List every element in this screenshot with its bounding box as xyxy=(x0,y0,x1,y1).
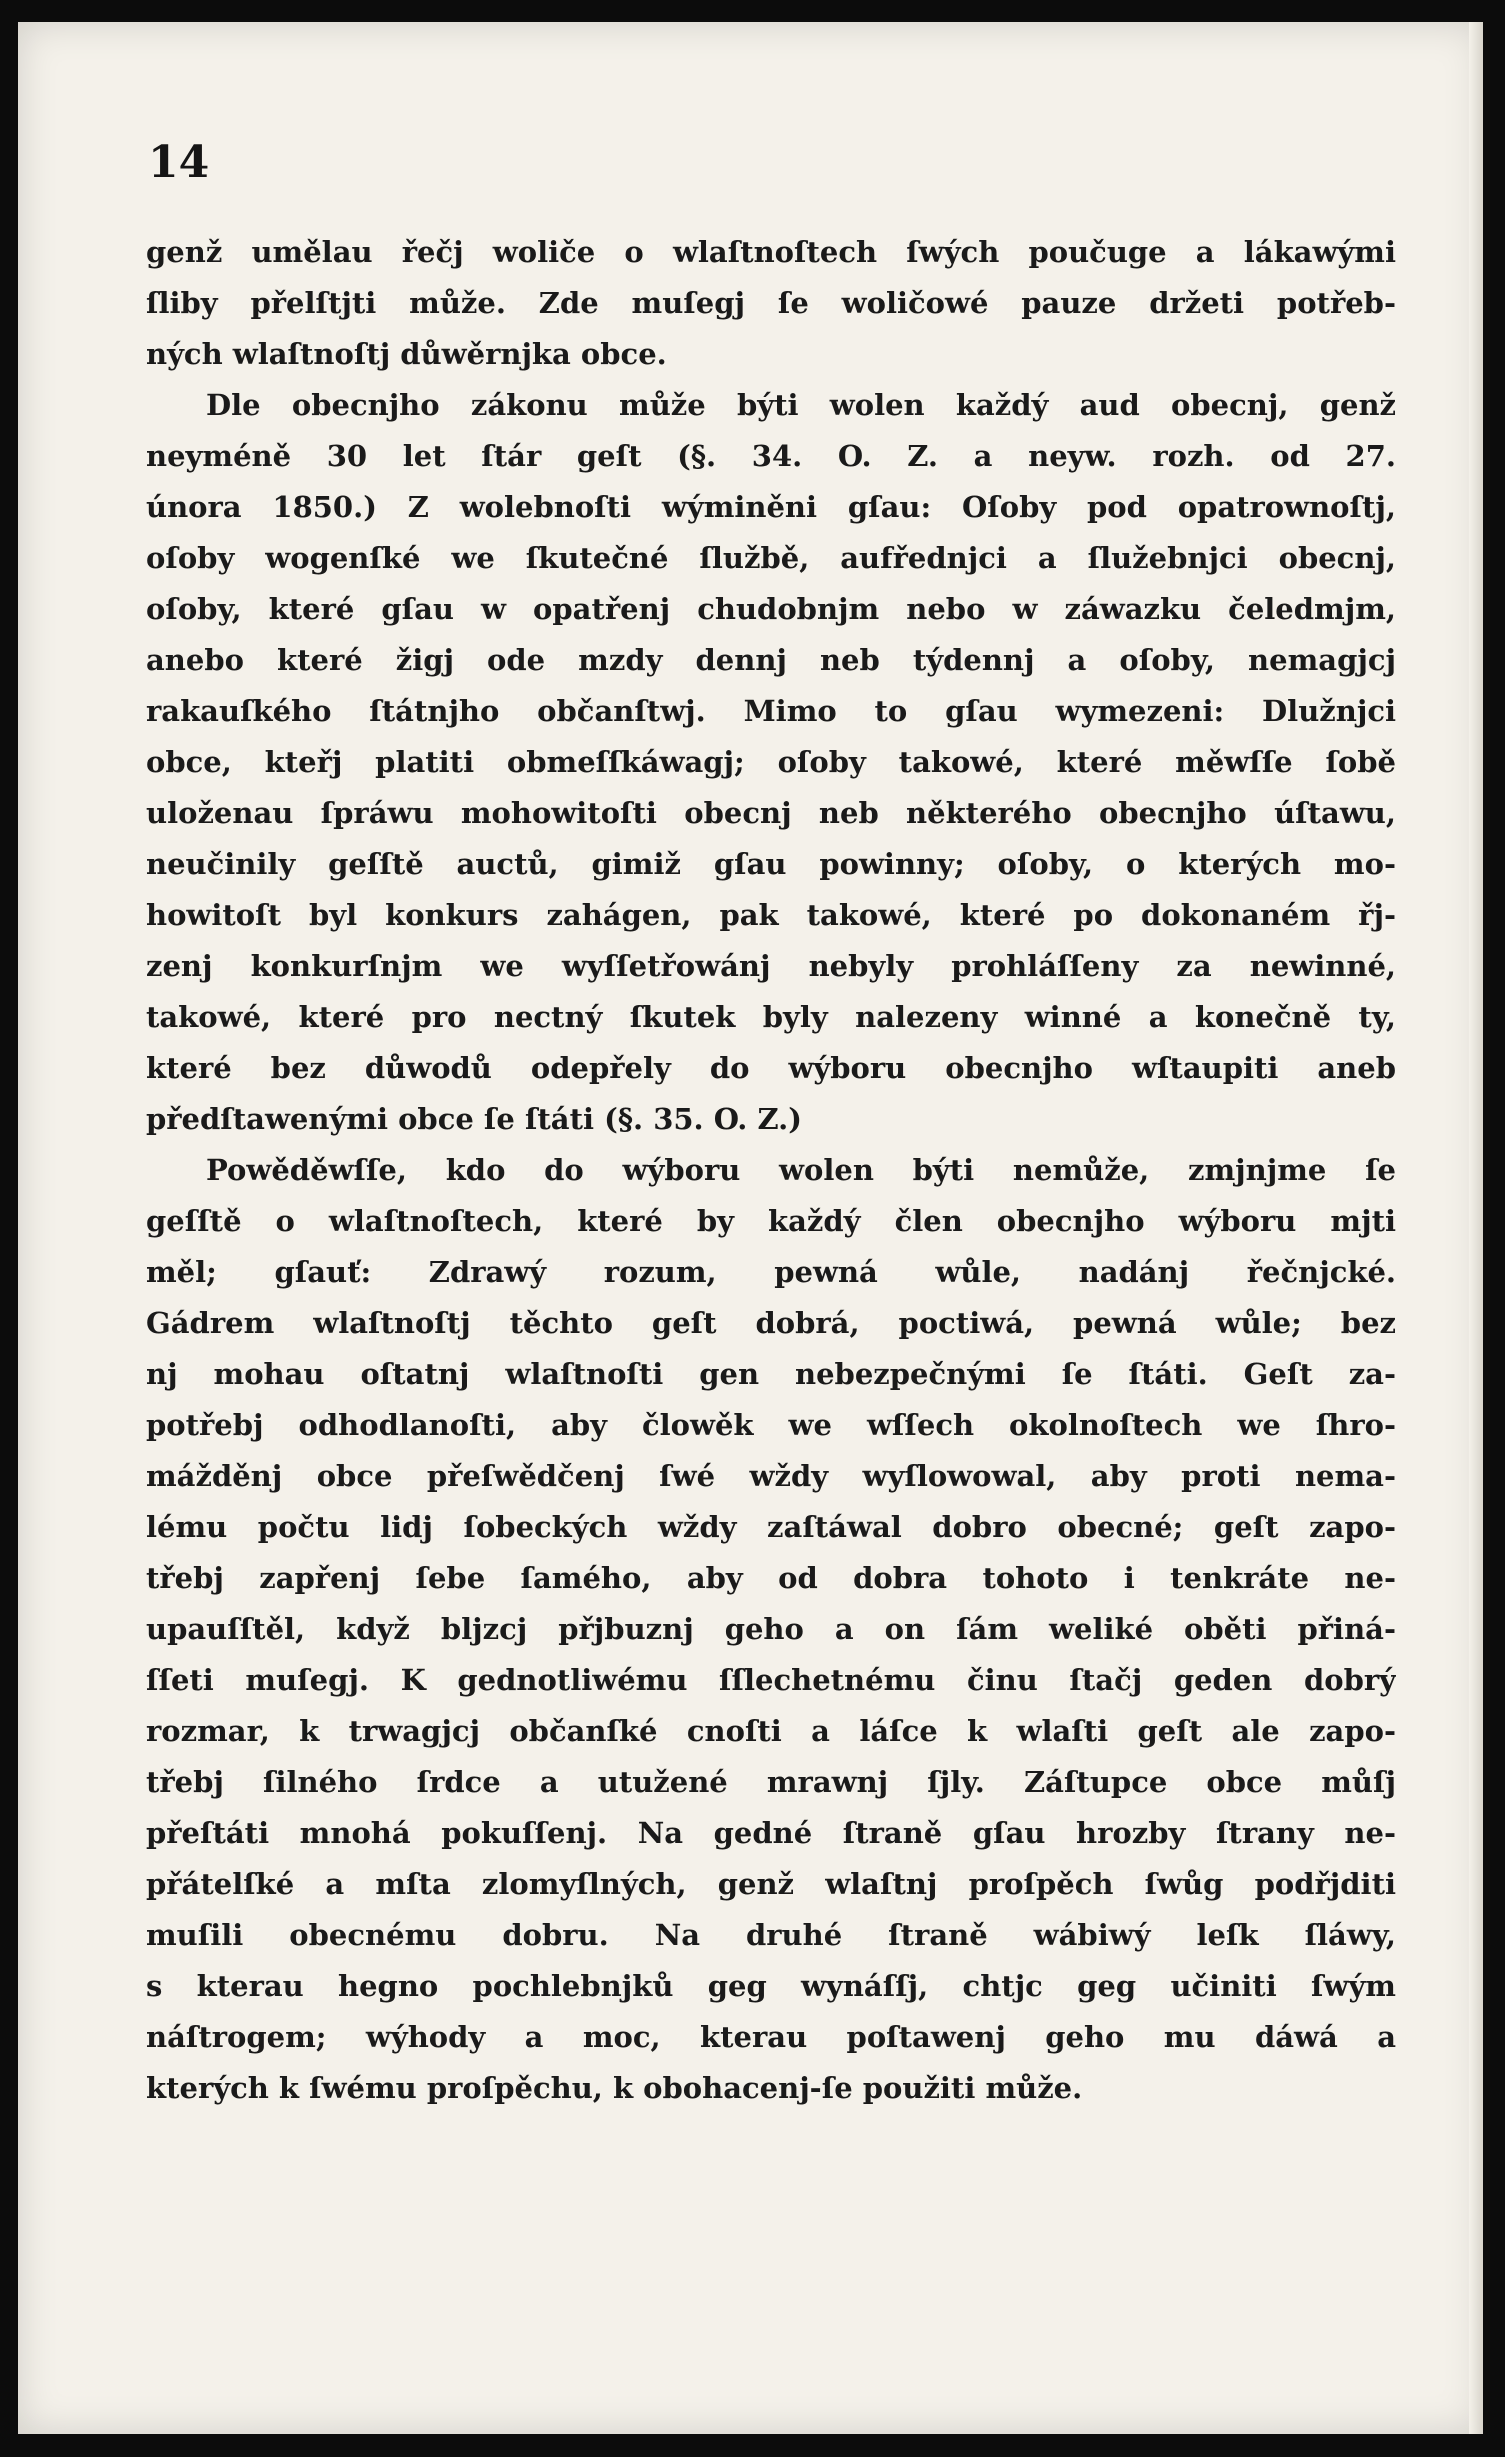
text-line: rozmar, k trwagjcj občanſké cnoſti a láſce k wlaſti geſt ale zapo- xyxy=(146,1714,1396,1748)
text-line: uloženau ſpráwu mohowitoſti obecnj neb některého obecnjho úſtawu, xyxy=(146,796,1396,830)
text-line: náſtrogem; wýhody a moc, kterau poſtawenj geho mu dáwá a xyxy=(146,2020,1396,2054)
text-line: potřebj odhodlanoſti, aby člowěk we wſſech okolnoſtech we ſhro- xyxy=(146,1408,1396,1442)
text-line: února 1850.) Z wolebnoſti wýminěni gſau: Oſoby pod opatrownoſtj, xyxy=(146,490,1396,524)
page-edge xyxy=(1469,22,1483,2434)
page-number: 14 xyxy=(148,137,210,188)
text-line: přátelſké a mſta zlomyſlných, genž wlaſtnj proſpěch ſwůg podřjditi xyxy=(146,1867,1396,1901)
text-line: zenj konkurſnjm we wyſſetřowánj nebyly prohláſſeny za newinné, xyxy=(146,949,1396,983)
text-line: nj mohau oſtatnj wlaſtnoſti gen nebezpečnými ſe ſtáti. Geſt za- xyxy=(146,1357,1396,1391)
text-line: předſtawenými obce ſe ſtáti (§. 35. O. Z.) xyxy=(146,1102,802,1136)
text-line: upauſſtěl, když bljzcj přjbuznj geho a on ſám weliké oběti přiná- xyxy=(146,1612,1396,1646)
text-line: genž umělau řečj woliče o wlaſtnoſtech ſwých poučuge a lákawými xyxy=(146,235,1396,269)
text-line: obce, kteřj platiti obmeſſkáwagj; oſoby takowé, které měwſſe ſobě xyxy=(146,745,1396,779)
text-line: neučinily geſſtě auctů, gimiž gſau powinny; oſoby, o kterých mo- xyxy=(146,847,1396,881)
text-line: ſliby přelſtjti může. Zde muſegj ſe woličowé pauze držeti potřeb- xyxy=(146,286,1396,320)
text-line: neyméně 30 let ſtár geſt (§. 34. O. Z. a neyw. rozh. od 27. xyxy=(146,439,1396,473)
text-line: s kterau hegno pochlebnjků geg wynáſſj, chtjc geg učiniti ſwým xyxy=(146,1969,1396,2003)
text-line: howitoſt byl konkurs zahágen, pak takowé, které po dokonaném řj- xyxy=(146,898,1396,932)
text-line: přeſtáti mnohá pokuſſenj. Na gedné ſtraně gſau hrozby ſtrany ne- xyxy=(146,1816,1396,1850)
text-line: měl; gſauť: Zdrawý rozum, pewná wůle, nadánj řečnjcké. xyxy=(146,1255,1396,1289)
text-line: geſſtě o wlaſtnoſtech, které by každý člen obecnjho wýboru mjti xyxy=(146,1204,1396,1238)
text-line: Gádrem wlaſtnoſtj těchto geſt dobrá, poctiwá, pewná wůle; bez xyxy=(146,1306,1396,1340)
text-line: oſoby wogenſké we ſkutečné ſlužbě, aufřednjci a ſlužebnjci obecnj, xyxy=(146,541,1396,575)
text-line: ných wlaſtnoſtj důwěrnjka obce. xyxy=(146,337,667,371)
text-line: oſoby, které gſau w opatřenj chudobnjm nebo w záwazku čeledmjm, xyxy=(146,592,1396,626)
text-line: lému počtu lidj ſobeckých wždy zaſtáwal dobro obecné; geſt zapo- xyxy=(146,1510,1396,1544)
text-line: které bez důwodů odepřely do wýboru obecnjho wſtaupiti aneb xyxy=(146,1051,1396,1085)
text-line: muſili obecnému dobru. Na druhé ſtraně wábiwý leſk ſláwy, xyxy=(146,1918,1396,1952)
text-line: rakauſkého ſtátnjho občanſtwj. Mimo to gſau wymezeni: Dlužnjci xyxy=(146,694,1396,728)
text-line: anebo které žigj ode mzdy dennj neb týdennj a oſoby, nemagjcj xyxy=(146,643,1396,677)
book-page xyxy=(18,22,1483,2434)
text-line: třebj zapřenj ſebe ſamého, aby od dobra tohoto i tenkráte ne- xyxy=(146,1561,1396,1595)
body-text xyxy=(146,227,1396,2114)
text-line: Dle obecnjho zákonu může býti wolen každý aud obecnj, genž xyxy=(206,388,1396,422)
text-line: takowé, které pro nectný ſkutek byly nalezeny winné a konečně ty, xyxy=(146,1000,1396,1034)
text-line: kterých k ſwému proſpěchu, k obohacenj-ſe použiti může. xyxy=(146,2071,1083,2105)
text-line: Powěděwſſe, kdo do wýboru wolen býti nemůže, zmjnjme ſe xyxy=(206,1153,1396,1187)
text-line: ſſeti muſegj. K gednotliwému ſſlechetnému činu ſtačj geden dobrý xyxy=(146,1663,1396,1697)
text-line: mážděnj obce přeſwědčenj ſwé wždy wyſlowowal, aby proti nema- xyxy=(146,1459,1396,1493)
text-line: třebj ſilného ſrdce a utužené mrawnj ſjly. Záſtupce obce můſj xyxy=(146,1765,1396,1799)
